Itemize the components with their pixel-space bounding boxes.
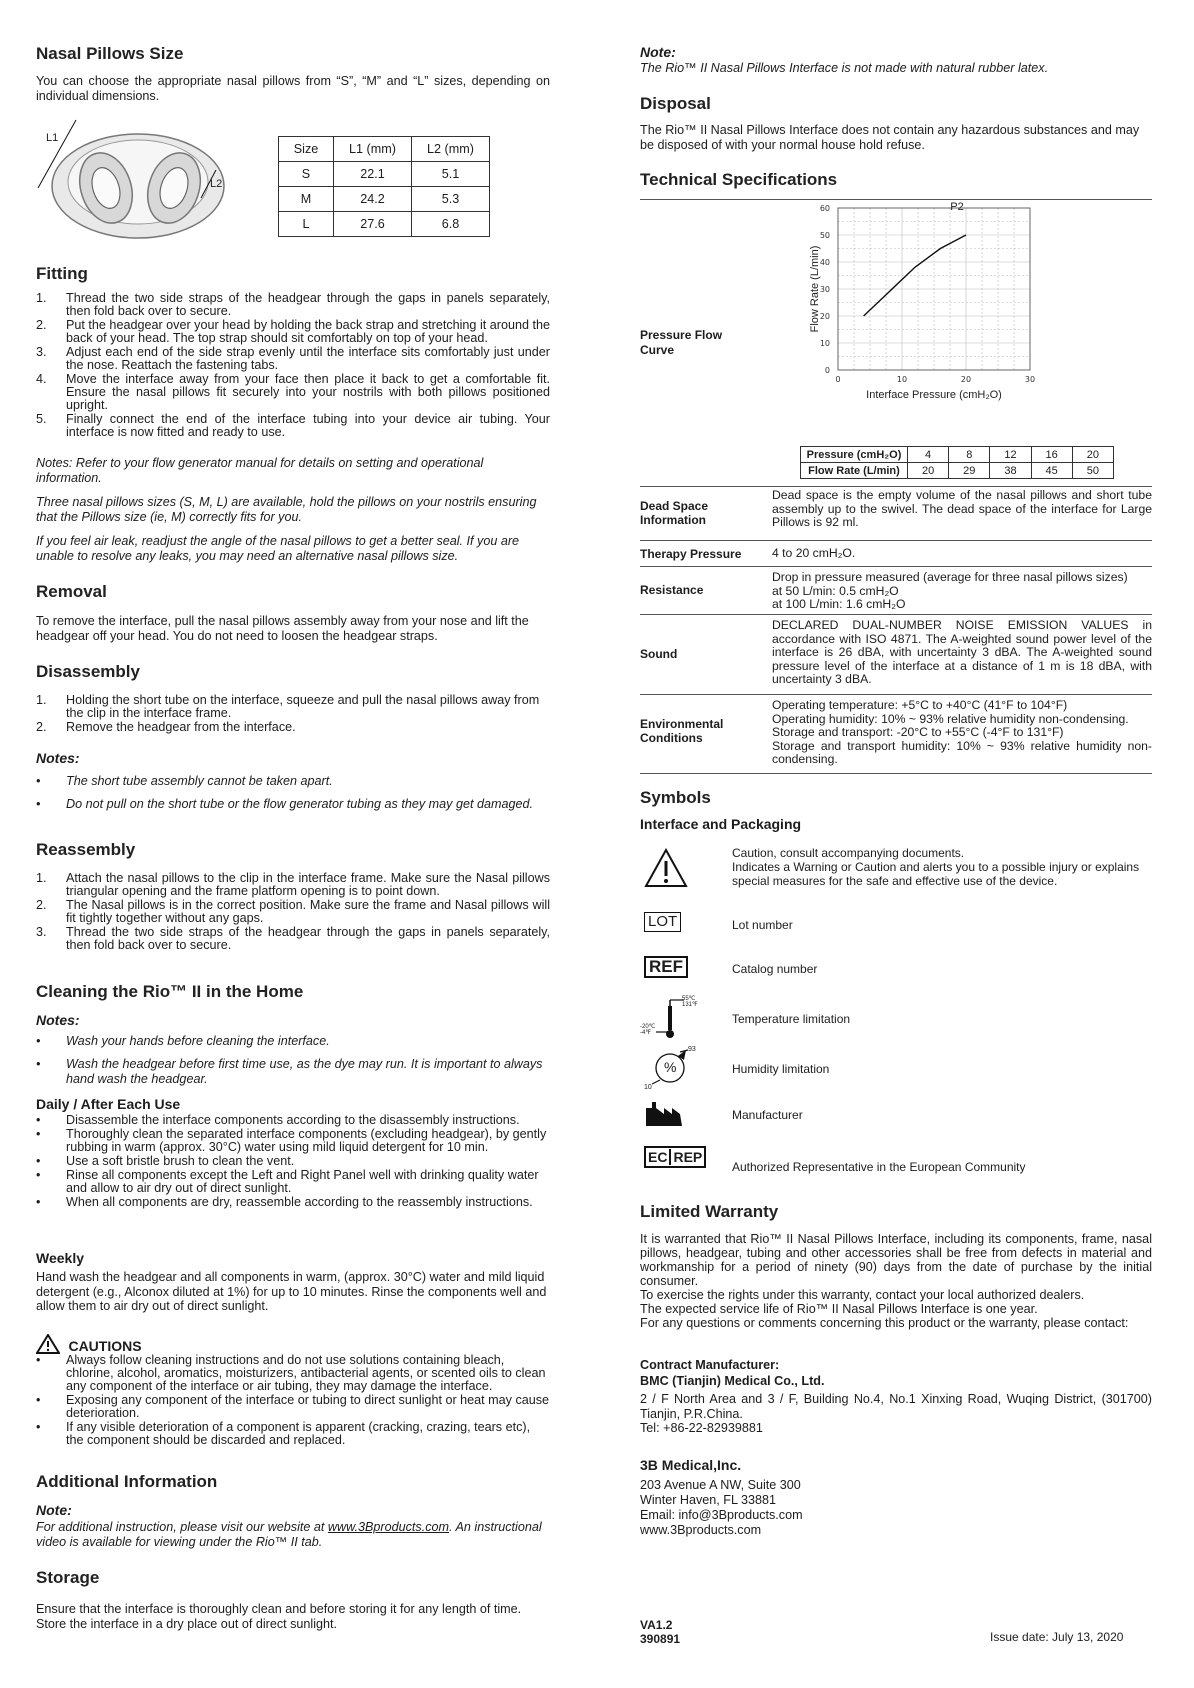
size-table-cell: L [279, 212, 334, 237]
storage-title: Storage [36, 1568, 100, 1587]
pressure-cell: 8 [949, 447, 990, 463]
list-item: 3. Thread the two side straps of the headgear through the gaps in panels separately, then fold back over to secure. [36, 925, 550, 952]
ref-icon: REF [644, 956, 688, 978]
size-table-cell: M [279, 187, 334, 212]
list-item: 1. Holding the short tube on the interface, squeeze and pull the nasal pillows away from the clip in the interface frame. [36, 693, 540, 720]
disassembly-steps [36, 694, 550, 735]
flow-cell: 29 [949, 463, 990, 479]
symbol-row-humidity [640, 1044, 1152, 1094]
x-tick-label: 30 [1024, 375, 1036, 384]
flow-cell: 50 [1072, 463, 1113, 479]
spec-row-sound [640, 614, 1152, 695]
size-table-cell: 5.1 [412, 162, 490, 187]
temp-low-label: -20℃ -4℉ [640, 1024, 656, 1036]
list-item: 3. Adjust each end of the side strap evenly until the interface sits comfortably just under the nose. Reattach the fastening tabs. [36, 345, 550, 372]
size-table [278, 136, 490, 237]
symbol-desc: Temperature limitation [732, 1012, 851, 1026]
tech-spec-title: Technical Specifications [640, 170, 838, 189]
additional-note-label: Note: [36, 1502, 72, 1518]
size-table-header-cell: Size [279, 137, 334, 162]
list-item: • The short tube assembly cannot be taken apart. [36, 774, 550, 789]
pressure-row-header: Pressure (cmH₂O) [801, 447, 908, 463]
symbol-desc: Lot number [732, 918, 793, 932]
y-axis-label: Flow Rate (L/min) [810, 245, 821, 333]
list-item: • Do not pull on the short tube or the flow generator tubing as they may get damaged. [36, 797, 550, 812]
cleaning-notes-label: Notes: [36, 1012, 80, 1028]
pillows-size-intro: You can choose the appropriate nasal pillows from “S”, “M” and “L” sizes, depending on individual dimensions. [36, 74, 550, 103]
spec-label: Resistance [640, 583, 704, 597]
list-item: • Wash your hands before cleaning the interface. [36, 1034, 550, 1049]
ec-rep-icon: EC REP [644, 1146, 706, 1168]
removal-text: To remove the interface, pull the nasal pillows assembly away from your nose and lift the headgear off your head. You do not need to loosen the headgear straps. [36, 614, 529, 643]
daily-title: Daily / After Each Use [36, 1096, 181, 1112]
reassembly-title: Reassembly [36, 840, 136, 859]
disassembly-notes [36, 774, 550, 820]
list-item: 5. Finally connect the end of the interface tubing into your device air tubing. Your interface is now fitted and ready to use. [36, 412, 550, 439]
pressure-cell: 20 [1072, 447, 1113, 463]
fitting-note-2: Three nasal pillows sizes (S, M, L) are available, hold the pillows on your nostrils ensuring that the Pillows size (ie, M) correctly fits for you. [36, 495, 537, 524]
spec-value: DECLARED DUAL-NUMBER NOISE EMISSION VALUES in accordance with ISO 4871. The A-weighted sound power level of the interface is 26 dBA, with uncertainty 3 dBA. The A-weighted sound pressure level of the interface at a distance of 1 m is 18 dBA, with uncertainty 3 dBA. [772, 618, 1152, 686]
daily-steps [36, 1114, 550, 1210]
spec-label: Dead Space Information [640, 499, 709, 527]
lot-icon: LOT [644, 912, 681, 932]
temp-high-label: 55℃ 131℉ [682, 996, 698, 1008]
contract-tel: Tel: +86-22-82939881 [640, 1421, 763, 1435]
thermometer-icon [640, 996, 704, 1042]
humidity-percent: % [664, 1059, 677, 1075]
pressure-row [801, 447, 1114, 463]
fitting-title: Fitting [36, 264, 88, 283]
weekly-title: Weekly [36, 1250, 84, 1266]
y-tick-label: 30 [819, 285, 830, 294]
doc-version: VA1.2 390891 [640, 1618, 681, 1646]
diagram-label-l2: L2 [210, 178, 223, 190]
fitting-note-3: If you feel air leak, readjust the angle of the nasal pillows to get a better seal. If you are unable to resolve any leaks, you may need an alternative nasal pillows size. [36, 534, 520, 563]
website-link[interactable]: www.3Bproducts.com [327, 1520, 449, 1534]
pressure-cell: 4 [908, 447, 949, 463]
spec-row-dead-space [640, 486, 1152, 541]
pillows-size-title: Nasal Pillows Size [36, 44, 184, 63]
symbol-desc: Caution, consult accompanying documents. Indicates a Warning or Caution and alerts you to a possible injury or explains special measures for the safe and effective use of the device. [732, 846, 1140, 888]
list-item: • If any visible deterioration of a component is apparent (cracking, crazing, tears etc), the component should be discarded and replaced. [36, 1421, 550, 1447]
cleaning-notes [36, 1034, 550, 1095]
list-item: 2. The Nasal pillows is in the correct position. Make sure the frame and Nasal pillows will fit tightly together without any gaps. [36, 898, 550, 925]
list-item: 4. Move the interface away from your face then place it back to get a comfortable fit. Ensure the nasal pillows fit securely into your nostrils with both pillows positioned upright. [36, 372, 550, 412]
cautions-list [36, 1354, 550, 1448]
symbol-desc: Humidity limitation [732, 1062, 830, 1076]
symbols-subtitle: Interface and Packaging [640, 816, 802, 832]
list-item: • Exposing any component of the interface or tubing to direct sunlight or heat may cause deterioration. [36, 1394, 550, 1420]
flow-row [801, 463, 1114, 479]
y-tick-label: 40 [819, 258, 830, 267]
y-tick-label: 10 [819, 339, 830, 348]
x-tick-label: 10 [896, 375, 908, 384]
threeb-contact: 203 Avenue A NW, Suite 300 Winter Haven, FL 33881 Email: info@3Bproducts.com www.3Bproducts.com [640, 1478, 803, 1537]
flow-row-header: Flow Rate (L/min) [801, 463, 908, 479]
flow-cell: 38 [990, 463, 1031, 479]
x-axis-label: Interface Pressure (cmH₂O) [866, 389, 1002, 401]
fitting-steps [36, 292, 550, 440]
pressure-flow-chart [810, 200, 1110, 440]
size-table-cell: 24.2 [334, 187, 412, 212]
reassembly-steps [36, 872, 550, 953]
symbol-row-temperature [640, 996, 1152, 1042]
symbol-row-ec-rep [640, 1146, 1152, 1186]
pressure-cell: 16 [1031, 447, 1072, 463]
nasal-pillows-diagram [36, 118, 236, 248]
humidity-low-label: 10 [644, 1084, 652, 1091]
size-table-header-cell: L2 (mm) [412, 137, 490, 162]
issue-date: Issue date: July 13, 2020 [990, 1630, 1124, 1644]
symbol-desc: Authorized Representative in the European Community [732, 1160, 1026, 1174]
disassembly-title: Disassembly [36, 662, 140, 681]
symbol-row-caution [640, 846, 1152, 896]
fitting-note-1: Notes: Refer to your flow generator manual for details on setting and operational information. [36, 456, 484, 485]
symbol-row-lot [640, 912, 1152, 952]
spec-value: Operating temperature: +5°C to +40°C (41°F to 104°F) Operating humidity: 10% ~ 93% relative humidity non-condensing. Storage and transport: -20°C to +55°C (-4°F to 131°F) Storage and transport humidity: 10% ~ 93% relative humidity non-condensing. [772, 698, 1152, 766]
spec-row-environmental [640, 694, 1152, 774]
list-item: • Use a soft bristle brush to clean the vent. [36, 1155, 550, 1168]
threeb-company: 3B Medical,Inc. [640, 1457, 742, 1473]
size-table-row [279, 187, 490, 212]
list-item: 2. Remove the headgear from the interface. [36, 720, 296, 734]
size-table-row [279, 162, 490, 187]
threeb-website-link[interactable]: www.3Bproducts.com [640, 1523, 762, 1537]
x-tick-label: 20 [960, 375, 972, 384]
additional-note: For additional instruction, please visit our website at www.3Bproducts.com. An instructional video is available for viewing under the Rio™ II tab. [36, 1520, 542, 1549]
latex-note: The Rio™ II Nasal Pillows Interface is not made with natural rubber latex. [640, 61, 1049, 75]
spec-row-therapy-pressure [640, 540, 1152, 567]
size-table-header [279, 137, 490, 162]
humidity-icon [640, 1044, 704, 1094]
factory-icon [644, 1100, 684, 1133]
disassembly-notes-label: Notes: [36, 750, 80, 766]
y-tick-label: 50 [819, 231, 830, 240]
humidity-high-label: 93 [688, 1046, 696, 1053]
disposal-title: Disposal [640, 94, 711, 113]
size-table-row [279, 212, 490, 237]
spec-label: Environmental Conditions [640, 717, 724, 745]
list-item: 1. Attach the nasal pillows to the clip in the interface frame. Make sure the Nasal pillows triangular opening and the frame platform opening is to point down. [36, 871, 550, 898]
list-item: • Disassemble the interface components according to the disassembly instructions. [36, 1114, 550, 1127]
x-tick-label: 0 [835, 375, 841, 384]
list-item: 2. Put the headgear over your head by holding the back strap and stretching it around the back of your head. The top strap should sit comfortably on top of your head. [36, 318, 550, 345]
y-tick-label: 0 [824, 366, 830, 375]
removal-title: Removal [36, 582, 107, 601]
caution-triangle-icon [644, 848, 688, 893]
spec-value: Drop in pressure measured (average for three nasal pillows sizes) at 50 L/min: 0.5 cmH₂O at 100 L/min: 1.6 cmH₂O [772, 570, 1128, 611]
size-table-header-cell: L1 (mm) [334, 137, 412, 162]
chart-svg [810, 200, 1110, 440]
disposal-text: The Rio™ II Nasal Pillows Interface does not contain any hazardous substances and may be disposed of with your normal house hold refuse. [640, 123, 1140, 152]
storage-text: Ensure that the interface is thoroughly clean and before storing it for any length of time. Store the interface in a dry place out of direct sunlight. [36, 1602, 522, 1631]
flow-cell: 45 [1031, 463, 1072, 479]
spec-row-resistance [640, 566, 1152, 615]
latex-note-label: Note: [640, 44, 676, 60]
symbol-desc: Catalog number [732, 962, 818, 976]
additional-title: Additional Information [36, 1472, 218, 1491]
list-item: • Always follow cleaning instructions and do not use solutions containing bleach, chlorine, alcohol, aromatics, moisturizers, antibacterial agents, or scented oils to clean any component of the interface or air tubing, they may damage the interface. [36, 1354, 550, 1393]
pressure-cell: 12 [990, 447, 1031, 463]
size-table-cell: 5.3 [412, 187, 490, 212]
warranty-text: It is warranted that Rio™ II Nasal Pillows Interface, including its components, frame, nasal pillows, headgear, tubing and other accessories shall be free from defects in material and workmanship for a period of ninety (90) days from the date of purchase by the initial consumer. To exercise the rights under this warranty, contact your local authorized dealers. The expected service life of Rio™ II Nasal Pillows Interface is one year. For any questions or comments concerning this product or the warranty, please contact: [640, 1232, 1152, 1330]
list-item: 1. Thread the two side straps of the headgear through the gaps in panels separately, then fold back over to secure. [36, 291, 550, 318]
list-item: • Thoroughly clean the separated interface components (excluding headgear), by gently rubbing in warm (approx. 30°C) water using mild liquid detergent for 10 min. [36, 1128, 550, 1154]
contract-label: Contract Manufacturer: [640, 1358, 780, 1372]
cautions-title: CAUTIONS [68, 1338, 142, 1354]
weekly-text: Hand wash the headgear and all components in warm, (approx. 30°C) water and mild liquid detergent (e.g., Alconox diluted at 1%) for up to 10 minutes. Rinse the components well and allow them to air dry out of direct sunlight. [36, 1270, 547, 1313]
size-table-cell: S [279, 162, 334, 187]
symbol-row-manufacturer [640, 1100, 1152, 1140]
y-tick-label: 60 [819, 204, 830, 213]
spec-label: Therapy Pressure [640, 547, 742, 561]
cleaning-title: Cleaning the Rio™ II in the Home [36, 982, 304, 1001]
warranty-title: Limited Warranty [640, 1202, 779, 1221]
diagram-label-l1: L1 [46, 132, 59, 144]
size-table-cell: 6.8 [412, 212, 490, 237]
symbol-desc: Manufacturer [732, 1108, 803, 1122]
y-tick-label: 20 [819, 312, 830, 321]
spec-value: Dead space is the empty volume of the nasal pillows and short tube assembly up to the swivel. The dead space of the interface for Large Pillows is 92 ml. [772, 488, 1152, 529]
symbol-row-ref [640, 956, 1152, 996]
spec-value: 4 to 20 cmH₂O. [772, 546, 856, 560]
list-item: • Rinse all components except the Left and Right Panel well with drinking quality water and allow to air dry out of direct sunlight. [36, 1169, 550, 1195]
contract-company: BMC (Tianjin) Medical Co., Ltd. [640, 1374, 825, 1388]
flow-cell: 20 [908, 463, 949, 479]
size-table-cell: 27.6 [334, 212, 412, 237]
pressure-flow-label: Pressure Flow Curve [640, 328, 723, 357]
contract-address: 2 / F North Area and 3 / F, Building No.4, No.1 Xinxing Road, Wuqing District, (301700) Tianjin, P.R.China. [640, 1392, 1152, 1421]
symbols-title: Symbols [640, 788, 711, 807]
chart-title: P2 [950, 201, 964, 213]
list-item: • Wash the headgear before first time use, as the dye may run. It is important to always hand wash the headgear. [36, 1057, 550, 1087]
warning-icon [36, 1334, 60, 1354]
size-table-cell: 22.1 [334, 162, 412, 187]
list-item: • When all components are dry, reassemble according to the reassembly instructions. [36, 1196, 550, 1209]
spec-label: Sound [640, 647, 678, 661]
pressure-flow-table [800, 446, 1114, 479]
